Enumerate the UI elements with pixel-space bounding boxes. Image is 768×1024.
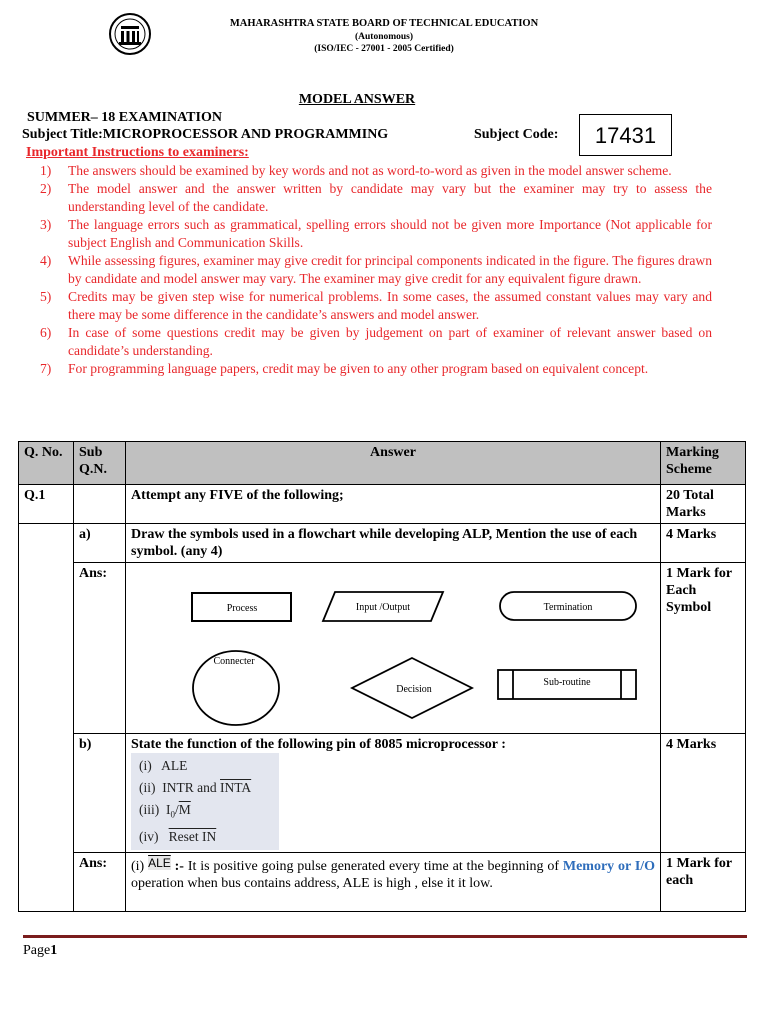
instructions-list	[40, 162, 712, 378]
instructions-heading: Important Instructions to examiners:	[26, 145, 249, 160]
header-marking: Marking Scheme	[661, 442, 746, 485]
exam-name: SUMMER– 18 EXAMINATION	[27, 110, 222, 125]
instruction-item: 7) For programming language papers, credit may be given to any other program based on equivalent concept.	[40, 361, 649, 376]
marks-cell: 4 Marks	[661, 734, 746, 853]
ans-label-cell: Ans:	[74, 852, 126, 911]
answer-cell: (i) $\overline{ALE}$ :- It is positive going pulse generated every time at the beginning of Memory or I/O operation when bus contains address, ALE is high , else it it low.	[126, 852, 661, 911]
pin-list	[131, 753, 279, 850]
pin-item: (i) ALE	[139, 758, 188, 773]
board-certification: (ISO/IEC - 27001 - 2005 Certified)	[314, 44, 454, 54]
footer-divider	[23, 935, 747, 938]
table-row	[19, 524, 746, 563]
connector-label: Connecter	[213, 656, 255, 667]
instruction-item: 6) In case of some questions credit may be given by judgement on part of examiner of relevant answer based on candidate’s understanding.	[40, 325, 712, 358]
subroutine-label: Sub-routine	[543, 677, 591, 688]
board-name: MAHARASHTRA STATE BOARD OF TECHNICAL EDUCATION	[229, 18, 539, 29]
flowchart-cell	[126, 563, 661, 734]
table-row	[19, 734, 746, 853]
instruction-item: 3) The language errors such as grammatical, spelling errors should not be given more Importance (Not applicable for subject English and Communication Skills.	[40, 217, 712, 250]
subqn-cell	[74, 485, 126, 524]
answer-table	[18, 441, 746, 912]
input-output-label: Input /Output	[355, 602, 411, 613]
instruction-item: 5) Credits may be given step wise for numerical problems. In some cases, the assumed constant values may vary and there may be some difference in the candidate’s answers and model answer.	[40, 289, 712, 322]
pin-item: (iv) Reset IN	[139, 828, 217, 844]
decision-label: Decision	[396, 684, 432, 695]
table-row	[19, 563, 746, 734]
table-header-row	[19, 442, 746, 485]
pin-item: (iii) $I_0/\overline{M}$	[139, 802, 191, 820]
subject-title: Subject Title:MICROPROCESSOR AND PROGRAMMING	[22, 127, 389, 142]
instruction-item: 1) The answers should be examined by key words and not as word-to-word as given in the model answer scheme.	[40, 163, 672, 178]
question-cell: Attempt any FIVE of the following;	[126, 485, 661, 524]
instruction-item: 4) While assessing figures, examiner may give credit for principal components indicated in the figure. The figures drawn by candidate and model answer may vary. The examiner may give credit for any equivalent figure drawn.	[40, 253, 712, 286]
subject-code-box: 17431	[579, 114, 672, 156]
subqn-cell: b)	[74, 734, 126, 853]
marks-cell: 1 Mark for each	[661, 852, 746, 911]
process-label: Process	[226, 603, 258, 614]
header-answer: Answer	[126, 442, 661, 485]
termination-label: Termination	[543, 602, 593, 613]
answer-highlight: Memory or I/O	[562, 858, 656, 874]
document-title: MODEL ANSWER	[298, 92, 416, 107]
header-subqn: Sub Q.N.	[74, 442, 126, 485]
ans-label-cell: Ans:	[74, 563, 126, 734]
flowchart-symbols	[126, 563, 656, 731]
page-number: Page1	[23, 943, 58, 958]
ale-pin-label: $\overline{ALE}$	[148, 855, 171, 870]
subject-code-label: Subject Code:	[474, 127, 559, 142]
subqn-cell: a)	[74, 524, 126, 563]
question-cell	[126, 734, 661, 853]
qno-cell	[19, 524, 74, 912]
pin-item: (ii) INTR and INTA	[139, 780, 252, 795]
question-text: State the function of the following pin of 8085 microprocessor :	[131, 737, 506, 752]
question-cell: Draw the symbols used in a flowchart while developing ALP, Mention the use of each symbol. (any 4)	[126, 524, 661, 563]
marks-cell: 1 Mark for Each Symbol	[661, 563, 746, 734]
marks-cell: 4 Marks	[661, 524, 746, 563]
board-autonomous: (Autonomous)	[354, 32, 414, 42]
table-row	[19, 852, 746, 911]
marks-cell: 20 Total Marks	[661, 485, 746, 524]
table-row	[19, 485, 746, 524]
header-qno: Q. No.	[19, 442, 74, 485]
qno-cell: Q.1	[19, 485, 74, 524]
instruction-item: 2) The model answer and the answer written by candidate may vary but the examiner may try to assess the understanding level of the candidate.	[40, 181, 712, 214]
